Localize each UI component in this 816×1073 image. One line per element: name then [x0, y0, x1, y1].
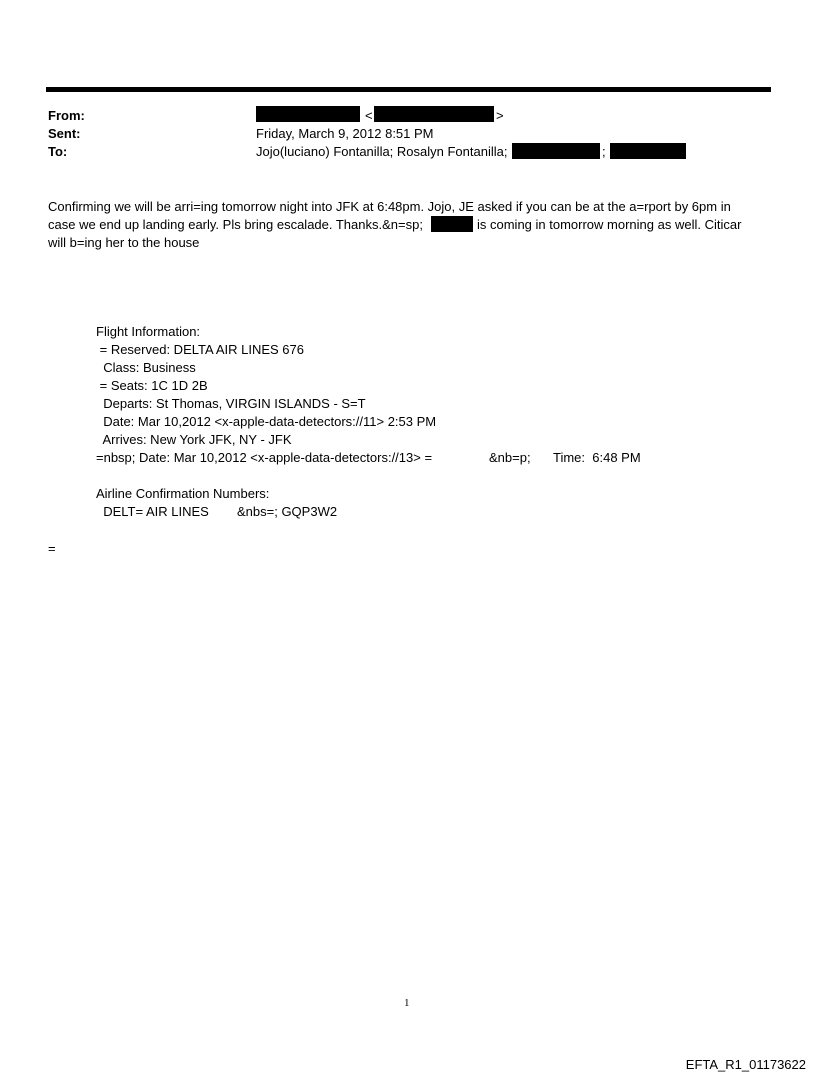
flight-departs: Departs: St Thomas, VIRGIN ISLANDS - S=T: [96, 396, 366, 411]
redaction-from-email: [374, 106, 494, 122]
to-value: Jojo(luciano) Fontanilla; Rosalyn Fontanilla;: [256, 144, 508, 159]
redaction-to-1: [512, 143, 600, 159]
from-gt: >: [496, 108, 504, 123]
confirmation-heading: Airline Confirmation Numbers:: [96, 486, 270, 501]
flight-class: Class: Business: [96, 360, 196, 375]
flight-departure-date: Date: Mar 10,2012 <x-apple-data-detectors://11> 2:53 PM: [96, 414, 437, 429]
redaction-to-2: [610, 143, 686, 159]
from-lt: <: [365, 108, 373, 123]
confirmation-airline: DELT= AIR LINES: [96, 504, 209, 519]
confirmation-code: &nbs=; GQP3W2: [237, 504, 338, 519]
redaction-body-name: [431, 216, 473, 232]
sent-value: Friday, March 9, 2012 8:51 PM: [256, 126, 434, 141]
header-rule: [46, 87, 771, 92]
page-number: 1: [404, 997, 410, 1009]
redaction-from-name: [256, 106, 360, 122]
sent-label: Sent:: [48, 126, 81, 141]
flight-arrival-date: =nbsp; Date: Mar 10,2012 <x-apple-data-detectors://13> =: [96, 450, 433, 465]
body-line-2a: case we end up landing early. Pls bring escalade. Thanks.&n=sp;: [48, 217, 423, 232]
body-line-3: will b=ing her to the house: [48, 235, 200, 250]
flight-reserved: = Reserved: DELTA AIR LINES 676: [96, 342, 304, 357]
body-line-1: Confirming we will be arri=ing tomorrow night into JFK at 6:48pm. Jojo, JE asked if you can be at the a=rport by 6pm in: [48, 199, 731, 214]
flight-arrival-time: Time: 6:48 PM: [553, 450, 641, 465]
flight-seats: = Seats: 1C 1D 2B: [96, 378, 208, 393]
bates-number: EFTA_R1_01173622: [685, 1057, 806, 1072]
flight-arrival-nbsp: &nb=p;: [489, 450, 531, 465]
to-separator: ;: [602, 144, 606, 159]
to-label: To:: [48, 144, 68, 159]
from-label: From:: [48, 108, 85, 123]
body-line-2b: is coming in tomorrow morning as well. Citicar: [477, 217, 742, 232]
flight-info-heading: Flight Information:: [96, 324, 201, 339]
trailing-equals: =: [48, 541, 56, 556]
flight-arrives: Arrives: New York JFK, NY - JFK: [96, 432, 292, 447]
